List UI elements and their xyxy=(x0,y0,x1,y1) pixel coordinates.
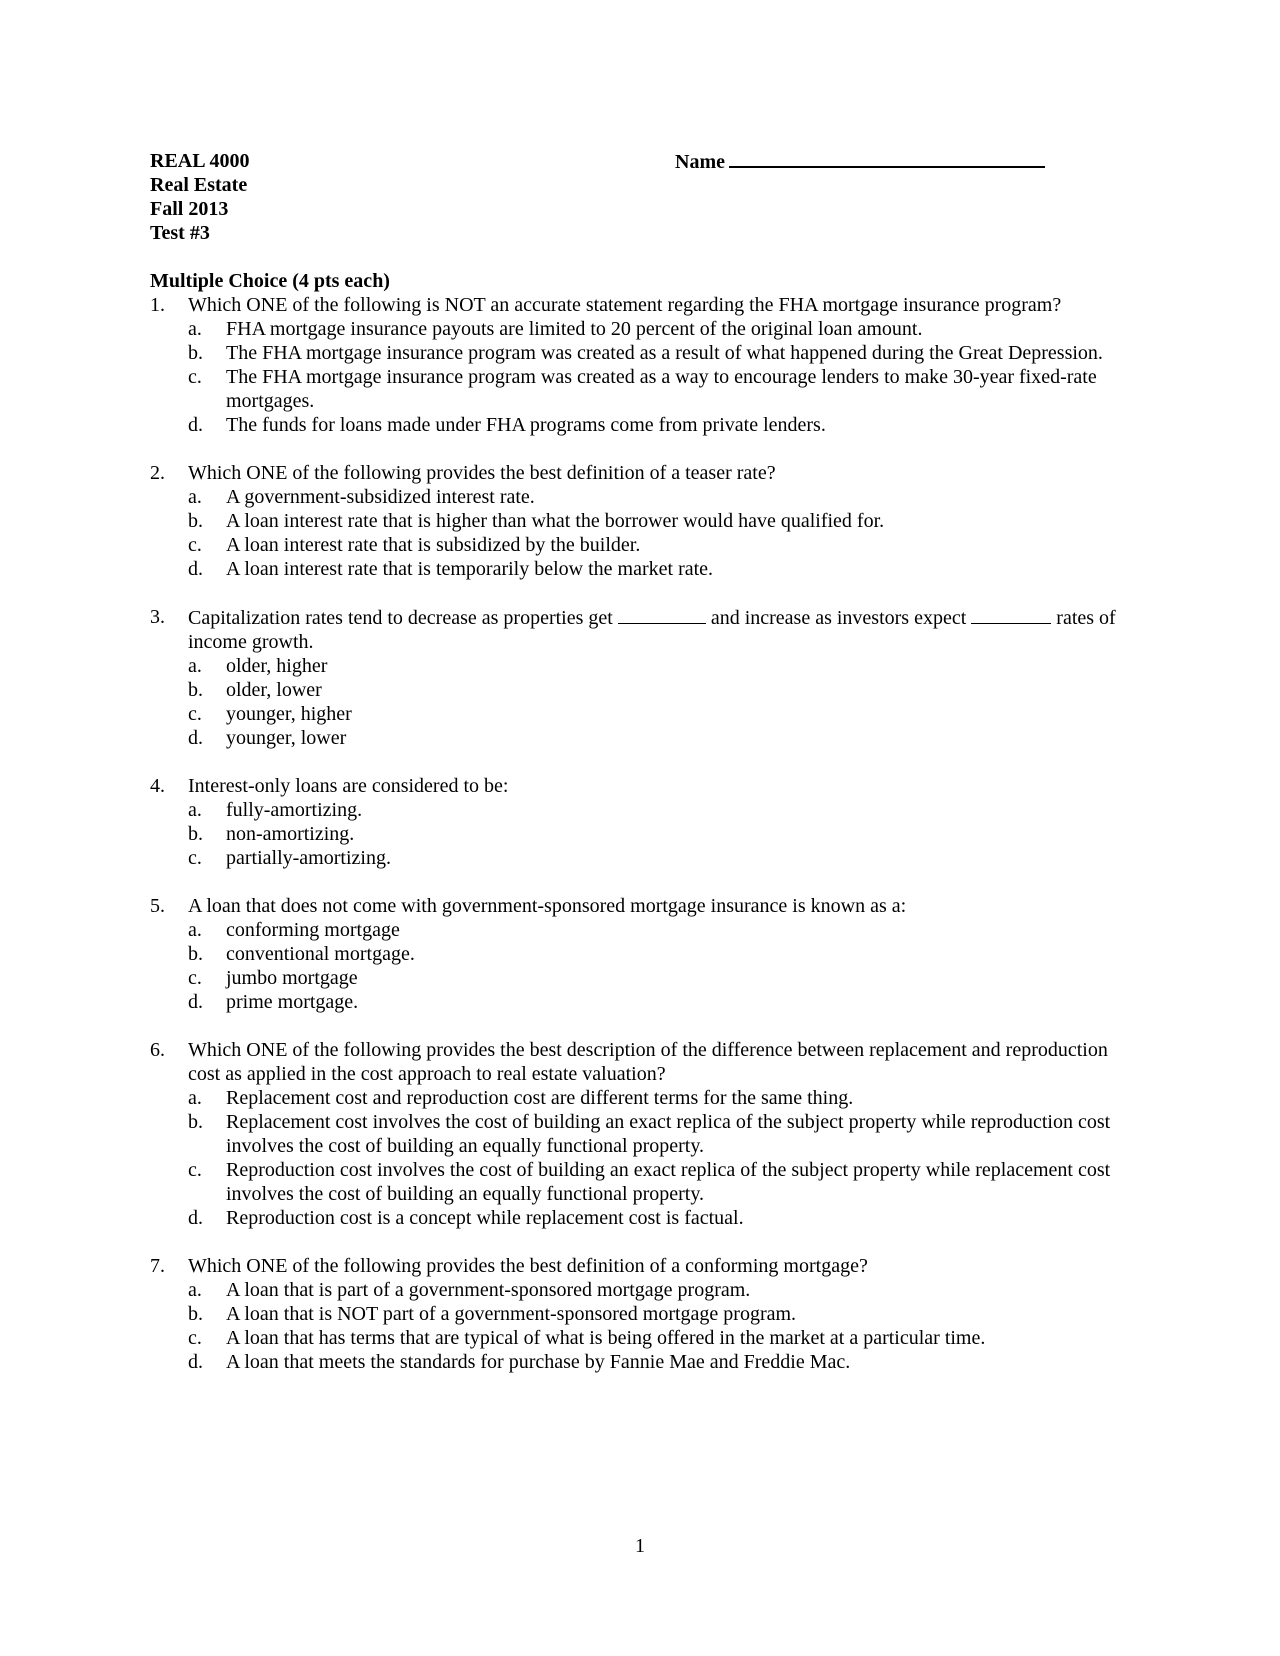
choice-text: The FHA mortgage insurance program was created as a result of what happened during the Great Depression. xyxy=(226,342,1103,364)
choice-letter: c. xyxy=(188,1159,202,1181)
choice-7d xyxy=(188,1350,1125,1374)
choice-text: prime mortgage. xyxy=(226,991,359,1013)
question-5 xyxy=(150,894,1125,1014)
question-text-part: Capitalization rates tend to decrease as properties get xyxy=(188,607,613,629)
choice-letter: c. xyxy=(188,967,202,989)
question-number: 1. xyxy=(150,294,165,316)
question-text: A loan that does not come with government-sponsored mortgage insurance is known as a: xyxy=(188,895,907,917)
question-1 xyxy=(150,293,1125,437)
choice-letter: b. xyxy=(188,1111,203,1133)
question-text xyxy=(188,605,1125,654)
choice-2c xyxy=(188,533,1125,557)
choice-1d xyxy=(188,413,1125,437)
question-text: Which ONE of the following is NOT an accurate statement regarding the FHA mortgage insurance program? xyxy=(188,294,1062,316)
choice-text: A government-subsidized interest rate. xyxy=(226,486,535,508)
choice-3a xyxy=(188,654,1125,678)
choice-5d xyxy=(188,990,1125,1014)
question-text: Which ONE of the following provides the best definition of a conforming mortgage? xyxy=(188,1255,868,1277)
course-subject: Real Estate xyxy=(150,174,248,196)
question-text-part: rates of income growth. xyxy=(188,607,1116,653)
choice-3d xyxy=(188,726,1125,750)
choice-6c xyxy=(188,1158,1125,1206)
choice-2d xyxy=(188,557,1125,581)
choice-text: A loan that is part of a government-sponsored mortgage program. xyxy=(226,1279,751,1301)
choice-text: Reproduction cost is a concept while replacement cost is factual. xyxy=(226,1207,744,1229)
choice-letter: a. xyxy=(188,1087,202,1109)
choice-5b xyxy=(188,942,1125,966)
section-title: Multiple Choice (4 pts each) xyxy=(150,270,390,292)
choice-letter: b. xyxy=(188,679,203,701)
question-text: Interest-only loans are considered to be: xyxy=(188,775,509,797)
question-number: 6. xyxy=(150,1039,165,1061)
choice-text: younger, higher xyxy=(226,703,352,725)
name-label: Name xyxy=(675,151,725,173)
choice-text: younger, lower xyxy=(226,727,347,749)
choice-text: FHA mortgage insurance payouts are limited to 20 percent of the original loan amount. xyxy=(226,318,923,340)
choice-text: A loan interest rate that is temporarily below the market rate. xyxy=(226,558,714,580)
choice-3c xyxy=(188,702,1125,726)
choice-letter: a. xyxy=(188,486,202,508)
choice-letter: a. xyxy=(188,1279,202,1301)
choice-text: Reproduction cost involves the cost of building an exact replica of the subject property while replacement cost involves the cost of building an equally functional property. xyxy=(226,1159,1111,1205)
name-field xyxy=(675,149,1045,174)
choice-letter: b. xyxy=(188,823,203,845)
choice-letter: c. xyxy=(188,703,202,725)
choice-text: fully-amortizing. xyxy=(226,799,363,821)
choice-1c xyxy=(188,365,1125,413)
question-text: Which ONE of the following provides the best description of the difference between replacement and reproduction cost as applied in the cost approach to real estate valuation? xyxy=(188,1039,1108,1085)
choice-letter: b. xyxy=(188,510,203,532)
choice-7c xyxy=(188,1326,1125,1350)
test-title: Test #3 xyxy=(150,222,210,244)
choice-letter: a. xyxy=(188,919,202,941)
question-number: 5. xyxy=(150,895,165,917)
question-text: Which ONE of the following provides the best definition of a teaser rate? xyxy=(188,462,776,484)
name-blank-line[interactable] xyxy=(729,149,1045,168)
choice-text: A loan that has terms that are typical of what is being offered in the market at a particular time. xyxy=(226,1327,986,1349)
choice-letter: b. xyxy=(188,943,203,965)
test-page xyxy=(150,149,1125,1374)
question-number: 2. xyxy=(150,462,165,484)
question-number: 3. xyxy=(150,606,165,628)
fill-in-blank xyxy=(618,605,706,624)
question-3 xyxy=(150,605,1125,750)
question-number: 7. xyxy=(150,1255,165,1277)
choice-text: The funds for loans made under FHA programs come from private lenders. xyxy=(226,414,826,436)
choice-text: conventional mortgage. xyxy=(226,943,415,965)
choice-text: non-amortizing. xyxy=(226,823,355,845)
choice-7b xyxy=(188,1302,1125,1326)
choice-letter: c. xyxy=(188,1327,202,1349)
choice-letter: d. xyxy=(188,1351,203,1373)
choice-4c xyxy=(188,846,1125,870)
choice-letter: a. xyxy=(188,318,202,340)
question-6 xyxy=(150,1038,1125,1230)
choice-1b xyxy=(188,341,1125,365)
choice-letter: a. xyxy=(188,799,202,821)
document-header xyxy=(150,149,1125,245)
choice-letter: d. xyxy=(188,1207,203,1229)
choice-letter: b. xyxy=(188,342,203,364)
choice-6d xyxy=(188,1206,1125,1230)
choice-text: partially-amortizing. xyxy=(226,847,391,869)
question-number: 4. xyxy=(150,775,165,797)
choice-6b xyxy=(188,1110,1125,1158)
choice-letter: c. xyxy=(188,534,202,556)
question-2 xyxy=(150,461,1125,581)
choice-letter: d. xyxy=(188,991,203,1013)
choice-5c xyxy=(188,966,1125,990)
choice-text: Replacement cost involves the cost of building an exact replica of the subject property while reproduction cost involves the cost of building an equally functional property. xyxy=(226,1111,1111,1157)
page-number: 1 xyxy=(635,1535,645,1557)
question-7 xyxy=(150,1254,1125,1374)
choice-1a xyxy=(188,317,1125,341)
term: Fall 2013 xyxy=(150,198,229,220)
choice-text: A loan interest rate that is subsidized by the builder. xyxy=(226,534,641,556)
choice-4a xyxy=(188,798,1125,822)
question-text-part: and increase as investors expect xyxy=(710,607,967,629)
choice-text: older, higher xyxy=(226,655,328,677)
choice-4b xyxy=(188,822,1125,846)
choice-letter: d. xyxy=(188,414,203,436)
question-4 xyxy=(150,774,1125,870)
choice-letter: d. xyxy=(188,558,203,580)
choice-text: Replacement cost and reproduction cost are different terms for the same thing. xyxy=(226,1087,854,1109)
fill-in-blank xyxy=(971,605,1051,624)
choice-text: jumbo mortgage xyxy=(226,967,358,989)
choice-letter: d. xyxy=(188,727,203,749)
choice-2a xyxy=(188,485,1125,509)
choice-2b xyxy=(188,509,1125,533)
choice-6a xyxy=(188,1086,1125,1110)
choice-text: The FHA mortgage insurance program was created as a way to encourage lenders to make 30-year fixed-rate mortgages. xyxy=(226,366,1097,412)
choice-text: A loan interest rate that is higher than what the borrower would have qualified for. xyxy=(226,510,885,532)
choice-7a xyxy=(188,1278,1125,1302)
choice-text: A loan that meets the standards for purchase by Fannie Mae and Freddie Mac. xyxy=(226,1351,851,1373)
choice-letter: c. xyxy=(188,366,202,388)
choice-letter: b. xyxy=(188,1303,203,1325)
choice-text: A loan that is NOT part of a government-sponsored mortgage program. xyxy=(226,1303,797,1325)
choice-text: conforming mortgage xyxy=(226,919,400,941)
choice-text: older, lower xyxy=(226,679,322,701)
choice-letter: c. xyxy=(188,847,202,869)
choice-5a xyxy=(188,918,1125,942)
choice-3b xyxy=(188,678,1125,702)
course-code: REAL 4000 xyxy=(150,150,250,172)
choice-letter: a. xyxy=(188,655,202,677)
